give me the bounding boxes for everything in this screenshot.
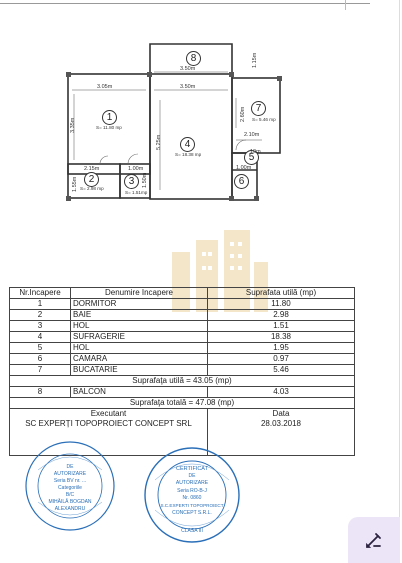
- row-name: DORMITOR: [71, 299, 208, 310]
- left-stamp-line-6: MIHĂILĂ BOGDAN: [48, 499, 92, 505]
- table-row: [10, 310, 355, 321]
- row-area: 1.95: [208, 343, 355, 354]
- table-row: [10, 332, 355, 343]
- table-row: [10, 365, 355, 376]
- dim-2-10: 2.10m: [244, 132, 260, 138]
- dim-3-50-living: 3.50m: [180, 84, 196, 90]
- row-area: 4.03: [208, 387, 355, 398]
- row-area: 18.38: [208, 332, 355, 343]
- right-stamp-line-5: Nr. 0860: [182, 495, 202, 501]
- left-authorization-stamp: [24, 440, 116, 532]
- dim-2-60: 2.60m: [240, 106, 246, 122]
- row-name: CAMARA: [71, 354, 208, 365]
- header-room-area: Suprafata utilă (mp): [208, 288, 355, 299]
- header-room-number: Nr.Incapere: [10, 288, 71, 299]
- table-row: [10, 299, 355, 310]
- row-number: 2: [10, 310, 71, 321]
- table-header-row: [10, 288, 355, 299]
- executant-name: SC EXPERȚI TOPOPROIECT CONCEPT SRL: [25, 419, 192, 428]
- dim-1-15: 1.15m: [252, 52, 258, 68]
- dim-3-50-balcony: 3.50m: [180, 66, 196, 72]
- room-number-8: 8: [186, 51, 201, 66]
- right-stamp-line-2: DE: [188, 473, 196, 479]
- row-area: 1.51: [208, 321, 355, 332]
- room-area-2: S= 2.98 mp: [80, 186, 104, 191]
- row-area: 0.97: [208, 354, 355, 365]
- right-stamp-line-1: CERTIFICAT: [176, 466, 208, 472]
- right-stamp-line-7: CONCEPT S.R.L.: [172, 510, 212, 516]
- floor-plan-walls: [0, 0, 402, 230]
- balcony-row: [10, 387, 355, 398]
- table-row: [10, 321, 355, 332]
- floor-plan: [0, 0, 402, 230]
- row-area: 2.98: [208, 310, 355, 321]
- left-stamp-line-2: AUTORIZARE: [53, 471, 87, 477]
- room-number-3: 3: [124, 174, 139, 189]
- left-stamp-line-4: Categoriile: [58, 485, 82, 491]
- room-number-7: 7: [251, 101, 266, 116]
- edit-button[interactable]: [348, 517, 400, 563]
- table-row: [10, 343, 355, 354]
- row-number: 1: [10, 299, 71, 310]
- row-number: 5: [10, 343, 71, 354]
- date-value: 28.03.2018: [260, 419, 302, 428]
- room-number-6: 6: [234, 174, 249, 189]
- room-number-4: 4: [180, 137, 195, 152]
- dim-5-25: 5.25m: [156, 134, 162, 150]
- dim-1-00-b: 1.00m: [236, 165, 252, 171]
- dim-3-05: 3.05m: [97, 84, 113, 90]
- row-name: HOL: [71, 321, 208, 332]
- left-stamp-line-7: ALEXANDRU: [54, 506, 86, 512]
- room-area-7: S= 5.46 mp: [252, 117, 276, 122]
- right-certificate-stamp: [143, 446, 241, 544]
- row-number: 3: [10, 321, 71, 332]
- room-number-2: 2: [84, 172, 99, 187]
- right-stamp-line-4: Seria RO-B-J: [177, 488, 207, 494]
- dim-1-55: 1.55m: [72, 176, 78, 192]
- table-row: [10, 354, 355, 365]
- util-total: Suprafaţa utilă = 43.05 (mp): [10, 376, 355, 387]
- right-stamp-line-8: CLASA III: [181, 528, 203, 534]
- util-total-row: [10, 376, 355, 387]
- row-number: 8: [10, 387, 71, 398]
- row-name: SUFRAGERIE: [71, 332, 208, 343]
- room-area-table: [9, 287, 355, 456]
- row-name: BUCATARIE: [71, 365, 208, 376]
- row-name: HOL: [71, 343, 208, 354]
- room-number-1: 1: [102, 110, 117, 125]
- executant-label: Executant: [90, 409, 127, 418]
- row-number: 4: [10, 332, 71, 343]
- grand-total-row: [10, 398, 355, 409]
- dim-1-00: 1.00m: [128, 166, 144, 172]
- right-stamp-line-6: S.C.EXPERTI TOPOPROIECT: [160, 503, 224, 508]
- room-area-3: S= 1.51mp: [125, 190, 148, 195]
- dim-3-35: 3.35m: [70, 117, 76, 133]
- left-stamp-line-3: Seria BV nr. ...: [53, 478, 87, 484]
- dim-2-15: 2.15m: [84, 166, 100, 172]
- header-room-name: Denumire Incapere: [71, 288, 208, 299]
- row-number: 6: [10, 354, 71, 365]
- dim-1-50: 1.50m: [142, 172, 148, 188]
- left-stamp-line-5: B/C: [65, 492, 75, 498]
- left-stamp-line-1: DE: [66, 464, 74, 470]
- room-area-1: S= 11.80 mp: [96, 125, 122, 130]
- dim-10m: 10m: [250, 149, 261, 155]
- row-name: BALCON: [71, 387, 208, 398]
- row-area: 5.46: [208, 365, 355, 376]
- grand-total: Suprafaţa totală = 47.08 (mp): [10, 398, 355, 409]
- edit-pen-icon: [363, 529, 385, 551]
- row-name: BAIE: [71, 310, 208, 321]
- row-area: 11.80: [208, 299, 355, 310]
- room-area-4: S= 18.38 mp: [175, 152, 202, 157]
- right-stamp-line-3: AUTORIZARE: [175, 480, 209, 486]
- date-label: Data: [272, 409, 290, 418]
- room-number-5: 5: [244, 150, 259, 165]
- row-number: 7: [10, 365, 71, 376]
